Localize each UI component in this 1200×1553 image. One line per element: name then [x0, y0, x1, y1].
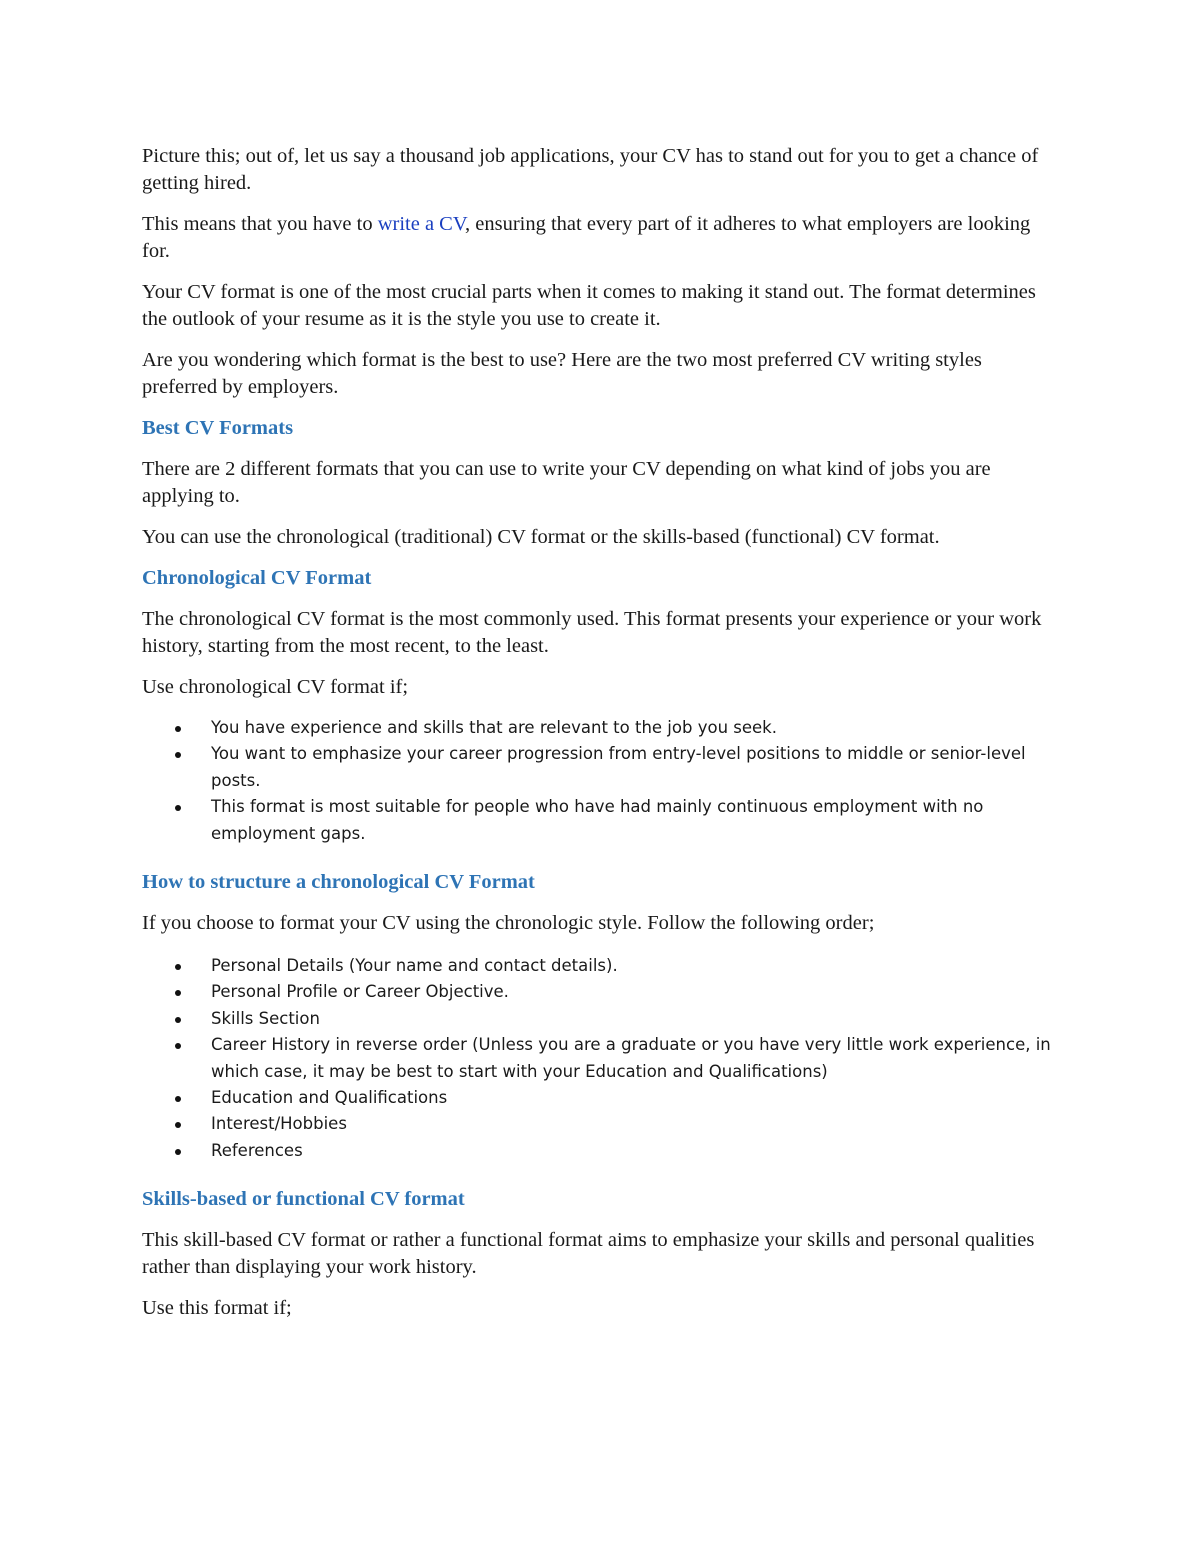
- list-item: [142, 953, 1062, 979]
- list-item: [142, 794, 1062, 847]
- intro-paragraph-2-start: This means that you have to: [142, 213, 378, 235]
- skills-based-paragraph-2: Use this format if;: [142, 1297, 292, 1320]
- bullet-icon: [175, 1149, 181, 1155]
- intro-paragraph-2: [142, 211, 1062, 265]
- list-item: [142, 741, 1062, 794]
- structure-bullet-list: [142, 953, 1062, 1164]
- bullet-icon: [175, 752, 181, 758]
- list-item: [142, 1111, 1062, 1137]
- list-item-text: You want to emphasize your career progression from entry-level positions to middle or senior-level posts.: [211, 744, 1026, 790]
- list-item-text: References: [211, 1140, 303, 1160]
- bullet-icon: [175, 726, 181, 732]
- intro-paragraph-2-end: , ensuring that every part of it adheres to what employers are looking for.: [142, 213, 1031, 262]
- bullet-icon: [175, 1096, 181, 1102]
- list-item: [142, 1006, 1062, 1032]
- list-item: [142, 715, 1062, 741]
- chronological-paragraph-1: The chronological CV format is the most commonly used. This format presents your experience or your work history, starting from the most recent, to the least.: [142, 608, 1042, 657]
- list-item: [142, 1032, 1062, 1085]
- list-item-text: Skills Section: [211, 1008, 320, 1028]
- best-cv-formats-heading: Best CV Formats: [142, 417, 294, 439]
- list-item-text: Personal Profile or Career Objective.: [211, 982, 509, 1002]
- list-item-text: Education and Qualifications: [211, 1088, 448, 1108]
- chronological-cv-format-heading: Chronological CV Format: [142, 567, 372, 589]
- list-item-text: Personal Details (Your name and contact details).: [211, 956, 618, 976]
- bullet-icon: [175, 964, 181, 970]
- structure-heading: How to structure a chronological CV Format: [142, 871, 535, 894]
- best-formats-paragraph-1: There are 2 different formats that you can use to write your CV depending on what kind of jobs you are applying to.: [142, 458, 991, 507]
- list-item: [142, 1138, 1062, 1164]
- intro-paragraph-4: Are you wondering which format is the best to use? Here are the two most preferred CV writing styles preferred by employers.: [142, 349, 982, 398]
- best-formats-paragraph-2: You can use the chronological (traditional) CV format or the skills-based (functional) CV format.: [142, 526, 940, 548]
- intro-paragraph-3: Your CV format is one of the most crucial parts when it comes to making it stand out. The format determines the outlook of your resume as it is the style you use to create it.: [142, 281, 1036, 330]
- bullet-icon: [175, 1017, 181, 1023]
- list-item-text: You have experience and skills that are relevant to the job you seek.: [211, 718, 777, 737]
- skills-based-heading: Skills-based or functional CV format: [142, 1188, 465, 1211]
- list-item: [142, 1085, 1062, 1111]
- bullet-icon: [175, 990, 181, 996]
- list-item: [142, 979, 1062, 1005]
- bullet-icon: [175, 1122, 181, 1128]
- bullet-icon: [175, 805, 181, 811]
- structure-paragraph-1: If you choose to format your CV using the chronologic style. Follow the following order;: [142, 912, 875, 935]
- list-item-text: Interest/Hobbies: [211, 1114, 347, 1134]
- skills-based-paragraph-1: This skill-based CV format or rather a functional format aims to emphasize your skills and personal qualities rather than displaying your work history.: [142, 1229, 1035, 1279]
- intro-paragraph-1: Picture this; out of, let us say a thousand job applications, your CV has to stand out for you to get a chance of getting hired.: [142, 145, 1039, 194]
- list-item-text: Career History in reverse order (Unless you are a graduate or you have very little work experience, in which case, it may be best to start with your Education and Qualifications): [211, 1035, 1051, 1081]
- bullet-icon: [175, 1043, 181, 1049]
- chronological-paragraph-2: Use chronological CV format if;: [142, 676, 409, 698]
- list-item-text: This format is most suitable for people who have had mainly continuous employment with no employment gaps.: [211, 797, 984, 843]
- document-page: [142, 143, 1062, 1336]
- chronological-bullet-list: [142, 715, 1062, 847]
- write-a-cv-link[interactable]: write a CV: [377, 213, 466, 235]
